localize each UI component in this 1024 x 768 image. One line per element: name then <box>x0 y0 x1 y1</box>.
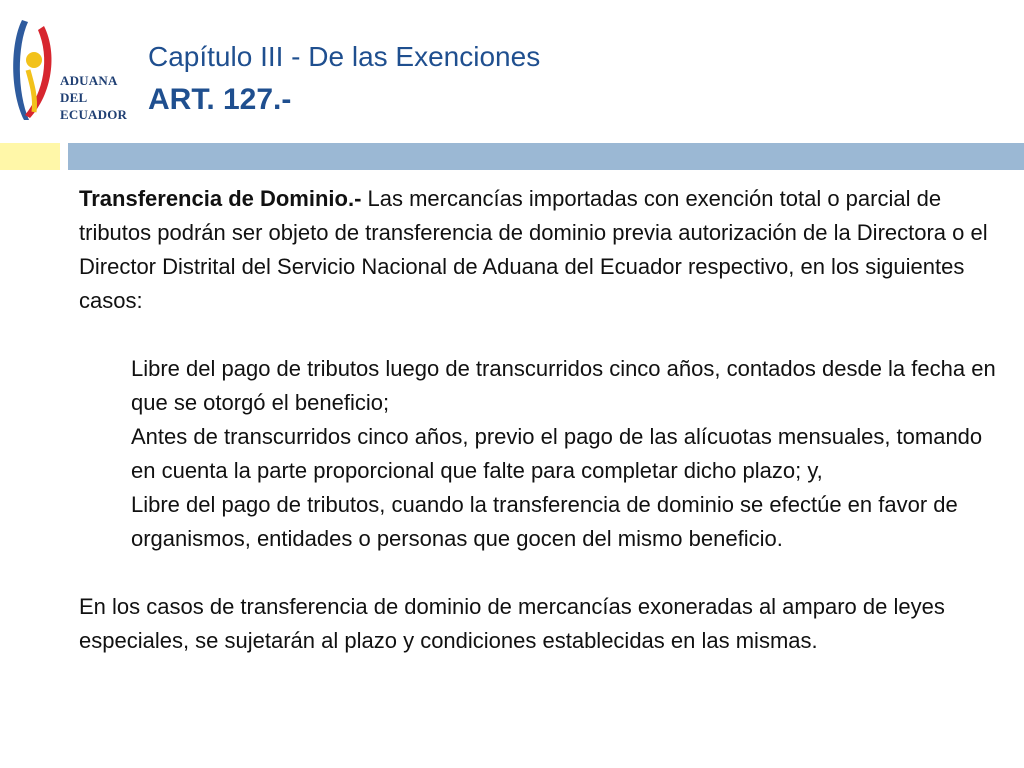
logo-line-ecuador: ECUADOR <box>60 107 128 122</box>
case-item: Libre del pago de tributos, cuando la transferencia de dominio se efectúe en favor de organismos, entidades o personas que gocen del mismo beneficio. <box>131 492 958 551</box>
intro-paragraph <box>79 182 999 318</box>
slide-body <box>79 182 999 658</box>
case-item: Libre del pago de tributos luego de transcurridos cinco años, contados desde la fecha en que se otorgó el beneficio; <box>131 356 996 415</box>
intro-lead: Transferencia de Dominio.- <box>79 186 362 211</box>
intro-text: Las mercancías importadas con exención total o parcial de tributos podrán ser objeto de transferencia de dominio previa autorización de la Directora o el Director Distrital del Servicio Nacional de Aduana del Ecuador respectivo, en los siguientes casos: <box>79 186 988 313</box>
chapter-title: Capítulo III - De las Exenciones <box>148 41 541 72</box>
header-band-blue <box>68 143 1024 170</box>
logo-wordmark <box>60 72 127 123</box>
article-number: ART. 127.- <box>148 83 292 116</box>
logo-line-del: DEL <box>60 90 88 105</box>
logo-line-aduana: ADUANA <box>60 73 118 88</box>
paragraph-gap <box>79 318 999 352</box>
header-band-yellow <box>0 143 60 170</box>
closing-paragraph: En los casos de transferencia de dominio de mercancías exoneradas al amparo de leyes especiales, se sujetarán al plazo y condiciones establecidas en las mismas. <box>79 594 945 653</box>
case-item: Antes de transcurridos cinco años, previo el pago de las alícuotas mensuales, tomando en cuenta la parte proporcional que falte para completar dicho plazo; y, <box>131 424 983 483</box>
paragraph-gap <box>79 556 999 590</box>
aduana-logo <box>8 14 134 126</box>
